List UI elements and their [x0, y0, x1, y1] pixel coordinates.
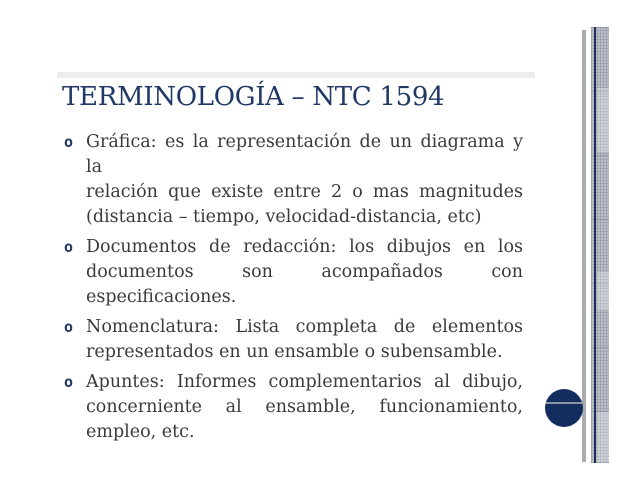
bullet-line: documentos son acompañados con: [86, 262, 523, 282]
bullet-line: Documentos de redacción: los dibujos en los: [86, 237, 523, 257]
band-light-patch: [597, 88, 609, 152]
bullet-list: [64, 130, 523, 450]
bullet-line: (distancia – tiempo, velocidad-distancia, etc): [86, 207, 482, 227]
bullet-text: [86, 130, 523, 230]
band-light-patch: [597, 272, 609, 310]
bullet-line: Gráfica: es la representación de un diagrama y la: [86, 132, 523, 177]
bullet-text: [86, 370, 523, 445]
bullet-item: [64, 315, 523, 365]
bullet-marker-icon: o: [64, 133, 74, 151]
bullet-item: [64, 130, 523, 230]
bullet-line: empleo, etc.: [86, 422, 195, 442]
bullet-line: representados en un ensamble o subensamble.: [86, 342, 503, 362]
bullet-line: concerniente al ensamble, funcionamiento,: [86, 397, 523, 417]
title-ghost-bar: [57, 72, 535, 78]
bullet-marker-icon: o: [64, 318, 74, 336]
side-stripe-thin: [582, 30, 586, 462]
side-accent-line: [594, 27, 596, 463]
slide-title: TERMINOLOGÍA – NTC 1594: [62, 82, 445, 112]
bullet-item: [64, 235, 523, 310]
band-light-patch: [597, 412, 609, 462]
decorative-circle-icon: [545, 389, 583, 427]
bullet-text: [86, 315, 523, 365]
bullet-line: especificaciones.: [86, 287, 237, 307]
bullet-line: relación que existe entre 2 o mas magnitudes: [86, 182, 523, 202]
bullet-line: Apuntes: Informes complementarios al dibujo,: [86, 372, 523, 392]
bullet-text: [86, 235, 523, 310]
bullet-marker-icon: o: [64, 238, 74, 256]
bullet-line: Nomenclatura: Lista completa de elementos: [86, 317, 523, 337]
circle-horizontal-line: [545, 402, 583, 404]
bullet-item: [64, 370, 523, 445]
bullet-marker-icon: o: [64, 373, 74, 391]
